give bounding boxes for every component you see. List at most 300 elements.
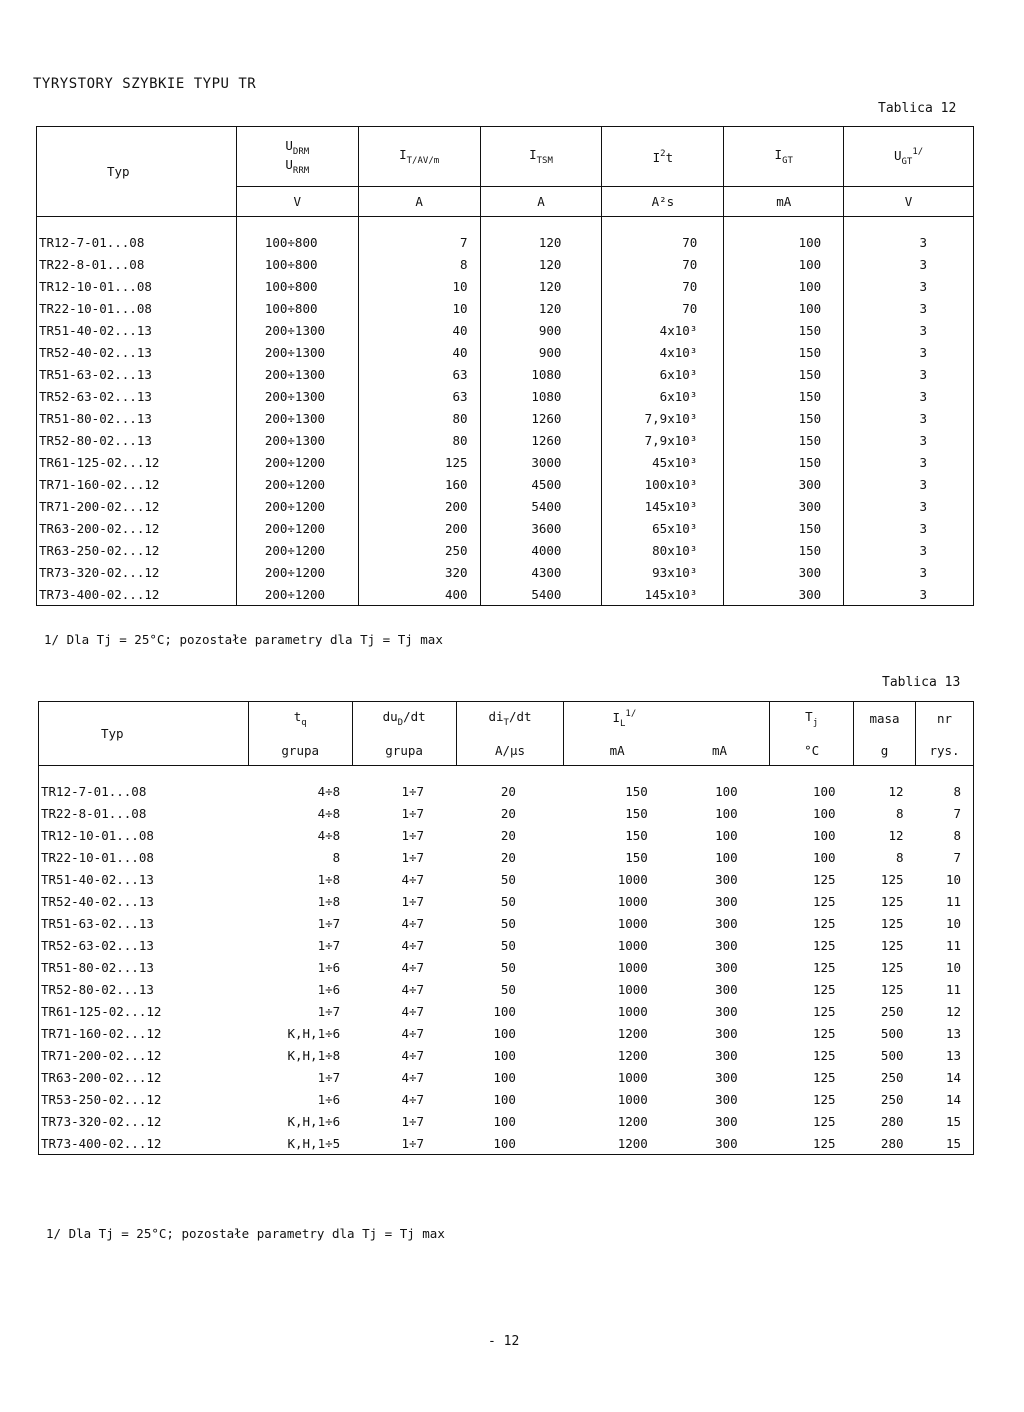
value-cell: 10: [945, 959, 961, 975]
value-cell: 500: [880, 1025, 904, 1041]
value-cell: 100: [813, 849, 836, 865]
value-cell: 11: [945, 981, 961, 997]
unit-cell: grupa: [352, 736, 456, 766]
value-cell: 1÷7: [317, 915, 341, 931]
value-cell: 12: [945, 1003, 961, 1019]
value-cell: 5400: [480, 583, 602, 606]
row-type-cell: TR51-63-02...13: [41, 915, 154, 931]
value-cell: 100÷800: [236, 231, 358, 253]
value-cell: 1÷7: [317, 1069, 341, 1085]
table-row: [39, 1110, 974, 1132]
col-itav: $I_{T/AV/m}$: [358, 127, 480, 187]
value-cell: 70: [602, 297, 724, 319]
value-cell: 63: [358, 385, 480, 407]
value-cell: K,H,1÷8: [287, 1047, 341, 1063]
value-cell: 200÷1200: [236, 495, 358, 517]
table-row: [37, 385, 974, 407]
value-cell: 11: [945, 937, 961, 953]
table-13-footnote: 1/ Dla Tj = 25°C; pozostałe parametry dla Tj = Tj max: [46, 1226, 445, 1241]
value-cell: 1000: [617, 893, 648, 909]
table-row: [37, 473, 974, 495]
value-cell: 8: [953, 827, 961, 843]
table-row: [39, 978, 974, 1000]
value-cell: 150: [724, 451, 844, 473]
value-cell: 8: [895, 849, 904, 865]
value-cell: 50: [500, 893, 516, 909]
value-cell: 3: [844, 495, 974, 517]
value-cell: 200÷1200: [236, 473, 358, 495]
page-title: TYRYSTORY SZYBKIE TYPU TR: [33, 76, 257, 92]
value-cell: 1200: [617, 1025, 648, 1041]
value-cell: 125: [813, 1003, 836, 1019]
value-cell: 1÷6: [317, 1091, 341, 1107]
table-row: [39, 824, 974, 846]
value-cell: 4÷7: [401, 1003, 425, 1019]
value-cell: 100÷800: [236, 253, 358, 275]
value-cell: 125: [813, 871, 836, 887]
value-cell: 5400: [480, 495, 602, 517]
value-cell: 250: [880, 1003, 904, 1019]
row-type-cell: TR52-80-02...13: [41, 981, 154, 997]
value-cell: 3: [844, 385, 974, 407]
row-type-cell: TR12-10-01...08: [41, 827, 154, 843]
value-cell: 100: [715, 783, 738, 799]
value-cell: 300: [724, 495, 844, 517]
value-cell: 1÷7: [401, 827, 425, 843]
value-cell: 1÷7: [401, 893, 425, 909]
value-cell: 3: [844, 253, 974, 275]
unit-cell: mA: [564, 736, 670, 766]
value-cell: 4÷7: [401, 1047, 425, 1063]
value-cell: 160: [358, 473, 480, 495]
table-row: [39, 1132, 974, 1155]
row-type-cell: TR22-10-01...08: [41, 849, 154, 865]
value-cell: 40: [358, 319, 480, 341]
table-row: [37, 583, 974, 606]
value-cell: 45x10³: [602, 451, 724, 473]
value-cell: 100: [724, 231, 844, 253]
row-type-cell: TR12-7-01...08: [41, 783, 147, 799]
value-cell: 1÷8: [317, 871, 341, 887]
value-cell: 150: [724, 517, 844, 539]
value-cell: 4÷8: [317, 827, 341, 843]
value-cell: 500: [880, 1047, 904, 1063]
value-cell: K,H,1÷6: [287, 1113, 341, 1129]
table-row: [37, 363, 974, 385]
unit-cell: A/µs: [456, 736, 564, 766]
value-cell: 4÷7: [401, 1091, 425, 1107]
unit-cell: g: [854, 736, 916, 766]
value-cell: 200÷1300: [236, 429, 358, 451]
value-cell: 100÷800: [236, 275, 358, 297]
table-row: [37, 407, 974, 429]
value-cell: 4x10³: [602, 319, 724, 341]
value-cell: 150: [625, 783, 648, 799]
col-ugt: $U_{GT}^{1/}$: [844, 127, 974, 187]
value-cell: 3: [844, 363, 974, 385]
value-cell: 150: [625, 827, 648, 843]
value-cell: 100: [715, 849, 738, 865]
unit-cell: mA: [711, 742, 728, 758]
value-cell: 1260: [480, 407, 602, 429]
table-12-body: [37, 217, 974, 606]
value-cell: 1080: [480, 385, 602, 407]
row-type-cell: TR71-200-02...12: [41, 1047, 162, 1063]
value-cell: 300: [724, 583, 844, 606]
value-cell: 250: [358, 539, 480, 561]
value-cell: 125: [813, 959, 836, 975]
value-cell: 200÷1200: [236, 583, 358, 606]
value-cell: 200: [358, 495, 480, 517]
value-cell: 20: [500, 805, 516, 821]
value-cell: 300: [715, 1003, 738, 1019]
table-row: [37, 319, 974, 341]
col-typ: Typ: [107, 164, 130, 179]
value-cell: 10: [945, 915, 961, 931]
table-row: [37, 231, 974, 253]
value-cell: 125: [880, 893, 904, 909]
value-cell: 125: [770, 1132, 854, 1155]
value-cell: 50: [500, 871, 516, 887]
value-cell: K,H,1÷6: [287, 1025, 341, 1041]
value-cell: 20: [500, 827, 516, 843]
value-cell: 200÷1300: [236, 407, 358, 429]
value-cell: 1080: [480, 363, 602, 385]
row-type-cell: TR71-200-02...12: [39, 498, 160, 514]
value-cell: 70: [602, 231, 724, 253]
table-row: [37, 495, 974, 517]
value-cell: 125: [813, 981, 836, 997]
unit-cell: V: [236, 187, 358, 217]
col-nr: nr: [916, 702, 974, 736]
value-cell: 300: [724, 473, 844, 495]
value-cell: 7: [358, 231, 480, 253]
value-cell: 120: [480, 253, 602, 275]
value-cell: 100: [715, 827, 738, 843]
value-cell: 250: [880, 1069, 904, 1085]
value-cell: 300: [715, 1113, 738, 1129]
table-row: [37, 561, 974, 583]
table-row: [39, 934, 974, 956]
value-cell: 4300: [480, 561, 602, 583]
table-row: [39, 802, 974, 824]
value-cell: 7,9x10³: [602, 429, 724, 451]
value-cell: 300: [715, 1091, 738, 1107]
row-type-cell: TR61-125-02...12: [39, 454, 160, 470]
value-cell: 150: [724, 539, 844, 561]
col-i2t: $I^2t$: [602, 127, 724, 187]
value-cell: 125: [880, 915, 904, 931]
col-typ: Typ: [101, 726, 124, 741]
value-cell: 3: [844, 583, 974, 606]
value-cell: 1000: [617, 937, 648, 953]
row-type-cell: TR73-320-02...12: [39, 564, 160, 580]
value-cell: 13: [945, 1025, 961, 1041]
value-cell: 80: [358, 429, 480, 451]
value-cell: K,H,1÷5: [248, 1132, 352, 1155]
row-type-cell: TR51-40-02...13: [39, 322, 152, 338]
row-type-cell: TR63-250-02...12: [39, 542, 160, 558]
value-cell: 1000: [617, 871, 648, 887]
unit-cell: mA: [724, 187, 844, 217]
value-cell: 100: [493, 1113, 516, 1129]
value-cell: 7,9x10³: [602, 407, 724, 429]
row-type-cell: TR53-250-02...12: [41, 1091, 162, 1107]
row-type-cell: TR52-80-02...13: [39, 432, 152, 448]
table-row: [39, 1066, 974, 1088]
value-cell: 150: [625, 805, 648, 821]
table-row: [37, 429, 974, 451]
value-cell: 1000: [617, 959, 648, 975]
value-cell: 3: [844, 429, 974, 451]
value-cell: 93x10³: [602, 561, 724, 583]
col-udrm-urrm: $U_{DRM}$ $U_{RRM}$: [236, 127, 358, 187]
unit-cell: °C: [770, 736, 854, 766]
value-cell: 4÷8: [317, 783, 341, 799]
row-type-cell: TR71-160-02...12: [39, 476, 160, 492]
value-cell: 145x10³: [602, 583, 724, 606]
value-cell: 3: [844, 517, 974, 539]
value-cell: 400: [358, 583, 480, 606]
row-type-cell: TR22-10-01...08: [39, 300, 152, 316]
value-cell: 280: [880, 1113, 904, 1129]
value-cell: 6x10³: [602, 385, 724, 407]
value-cell: 200÷1300: [236, 319, 358, 341]
row-type-cell: TR52-40-02...13: [39, 344, 152, 360]
table-row: [37, 253, 974, 275]
value-cell: 200÷1300: [236, 341, 358, 363]
value-cell: 120: [480, 275, 602, 297]
table-row: [37, 275, 974, 297]
value-cell: 120: [480, 231, 602, 253]
value-cell: 4÷7: [401, 1025, 425, 1041]
table-row: [39, 1088, 974, 1110]
value-cell: 900: [480, 319, 602, 341]
value-cell: 125: [813, 1047, 836, 1063]
value-cell: 12: [888, 827, 904, 843]
value-cell: 100: [493, 1003, 516, 1019]
value-cell: 4x10³: [602, 341, 724, 363]
value-cell: 15: [945, 1113, 961, 1129]
value-cell: 100: [724, 297, 844, 319]
table-row: [39, 912, 974, 934]
value-cell: 1000: [617, 1069, 648, 1085]
value-cell: 125: [813, 915, 836, 931]
value-cell: 70: [602, 253, 724, 275]
value-cell: 8: [358, 253, 480, 275]
col-il: $I_L^{1/}$: [564, 702, 770, 736]
value-cell: 150: [724, 385, 844, 407]
value-cell: 8: [953, 783, 961, 799]
value-cell: 11: [945, 893, 961, 909]
unit-cell: A: [480, 187, 602, 217]
value-cell: 150: [724, 319, 844, 341]
value-cell: 1÷7: [317, 937, 341, 953]
value-cell: 125: [813, 1069, 836, 1085]
value-cell: 200: [358, 517, 480, 539]
value-cell: 100: [724, 275, 844, 297]
value-cell: 50: [500, 959, 516, 975]
table-12: [36, 126, 974, 606]
value-cell: 3: [844, 319, 974, 341]
row-type-cell: TR51-40-02...13: [41, 871, 154, 887]
value-cell: 40: [358, 341, 480, 363]
value-cell: 300: [715, 937, 738, 953]
col-igt: $I_{GT}$: [724, 127, 844, 187]
value-cell: 100: [715, 805, 738, 821]
col-tq: $t_q$: [248, 702, 352, 736]
value-cell: 3: [844, 451, 974, 473]
row-type-cell: TR73-400-02...12: [37, 583, 237, 606]
value-cell: 250: [880, 1091, 904, 1107]
value-cell: 50: [500, 981, 516, 997]
value-cell: 3: [844, 407, 974, 429]
value-cell: 1200: [617, 1113, 648, 1129]
table-row: [39, 868, 974, 890]
value-cell: 1÷7: [317, 1003, 341, 1019]
row-type-cell: TR51-63-02...13: [39, 366, 152, 382]
value-cell: 100: [493, 1069, 516, 1085]
value-cell: 320: [358, 561, 480, 583]
table-row: [37, 517, 974, 539]
row-type-cell: TR73-320-02...12: [41, 1113, 162, 1129]
row-type-cell: TR51-80-02...13: [39, 410, 152, 426]
value-cell: 125: [358, 451, 480, 473]
value-cell: 100: [813, 805, 836, 821]
table-13: [38, 701, 974, 1155]
value-cell: 1÷7: [401, 805, 425, 821]
table-13-body: [39, 766, 974, 1155]
value-cell: 1000: [617, 1003, 648, 1019]
value-cell: 10: [358, 275, 480, 297]
row-type-cell: TR12-7-01...08: [39, 234, 145, 250]
value-cell: 300: [715, 981, 738, 997]
value-cell: 145x10³: [602, 495, 724, 517]
table-row: [37, 451, 974, 473]
value-cell: 150: [724, 363, 844, 385]
value-cell: 300: [715, 871, 738, 887]
value-cell: 13: [945, 1047, 961, 1063]
value-cell: 8: [895, 805, 904, 821]
value-cell: 150: [724, 429, 844, 451]
value-cell: 125: [813, 1091, 836, 1107]
row-type-cell: TR73-400-02...12: [39, 1132, 249, 1155]
value-cell: 300: [715, 893, 738, 909]
col-dudt: $du_D/dt$: [352, 702, 456, 736]
value-cell: 100: [493, 1091, 516, 1107]
table-row: [39, 1022, 974, 1044]
value-cell: 14: [945, 1091, 961, 1107]
value-cell: 100x10³: [602, 473, 724, 495]
value-cell: 3: [844, 231, 974, 253]
value-cell: 3: [844, 561, 974, 583]
value-cell: 1000: [617, 1091, 648, 1107]
table-row: [39, 780, 974, 802]
value-cell: 300: [715, 1047, 738, 1063]
value-cell: 70: [602, 275, 724, 297]
value-cell: 1÷6: [317, 959, 341, 975]
value-cell: 1200: [617, 1047, 648, 1063]
value-cell: 1000: [617, 915, 648, 931]
value-cell: 4÷7: [401, 959, 425, 975]
value-cell: 4000: [480, 539, 602, 561]
value-cell: 200÷1300: [236, 363, 358, 385]
value-cell: 280: [854, 1132, 916, 1155]
unit-cell: V: [844, 187, 974, 217]
row-type-cell: TR61-125-02...12: [41, 1003, 162, 1019]
row-type-cell: TR63-200-02...12: [41, 1069, 162, 1085]
table-row: [37, 539, 974, 561]
value-cell: 1÷7: [401, 849, 425, 865]
unit-cell: grupa: [248, 736, 352, 766]
value-cell: 1÷8: [317, 893, 341, 909]
value-cell: 125: [880, 937, 904, 953]
value-cell: 125: [880, 959, 904, 975]
unit-cell: A: [358, 187, 480, 217]
value-cell: 20: [500, 783, 516, 799]
unit-cell: A²s: [602, 187, 724, 217]
value-cell: 4÷7: [401, 871, 425, 887]
col-itsm: $I_{TSM}$: [480, 127, 602, 187]
value-cell: 3: [844, 539, 974, 561]
value-cell: 100: [493, 1047, 516, 1063]
value-cell: 300: [715, 915, 738, 931]
value-cell: 1000: [617, 981, 648, 997]
value-cell: 80x10³: [602, 539, 724, 561]
value-cell: 3: [844, 473, 974, 495]
value-cell: 1÷7: [401, 783, 425, 799]
value-cell: 20: [500, 849, 516, 865]
value-cell: 4÷7: [401, 981, 425, 997]
value-cell: 1÷7: [401, 1113, 425, 1129]
value-cell: 300: [670, 1132, 770, 1155]
table-row: [39, 846, 974, 868]
row-type-cell: TR22-8-01...08: [39, 256, 145, 272]
table-row: [39, 890, 974, 912]
table-row: [39, 1044, 974, 1066]
value-cell: 100: [456, 1132, 564, 1155]
row-type-cell: TR22-8-01...08: [41, 805, 147, 821]
row-type-cell: TR63-200-02...12: [39, 520, 160, 536]
value-cell: 125: [813, 893, 836, 909]
value-cell: 150: [724, 341, 844, 363]
value-cell: 125: [880, 981, 904, 997]
value-cell: 8: [332, 849, 341, 865]
value-cell: 10: [945, 871, 961, 887]
value-cell: 100÷800: [236, 297, 358, 319]
value-cell: 65x10³: [602, 517, 724, 539]
value-cell: 14: [945, 1069, 961, 1085]
page-number: - 12: [488, 1334, 520, 1349]
value-cell: 200÷1200: [236, 517, 358, 539]
col-didt: $di_T/dt$: [456, 702, 564, 736]
table-row: [37, 297, 974, 319]
row-type-cell: TR52-40-02...13: [41, 893, 154, 909]
value-cell: 300: [724, 561, 844, 583]
table-row: [39, 1000, 974, 1022]
value-cell: 150: [724, 407, 844, 429]
table-row: [37, 341, 974, 363]
table-12-label: Tablica 12: [878, 101, 957, 116]
value-cell: 3600: [480, 517, 602, 539]
value-cell: 120: [480, 297, 602, 319]
value-cell: 900: [480, 341, 602, 363]
value-cell: 4÷8: [317, 805, 341, 821]
value-cell: 300: [715, 1069, 738, 1085]
value-cell: 12: [888, 783, 904, 799]
table-12-footnote: 1/ Dla Tj = 25°C; pozostałe parametry dla Tj = Tj max: [44, 632, 443, 647]
value-cell: 7: [953, 805, 961, 821]
